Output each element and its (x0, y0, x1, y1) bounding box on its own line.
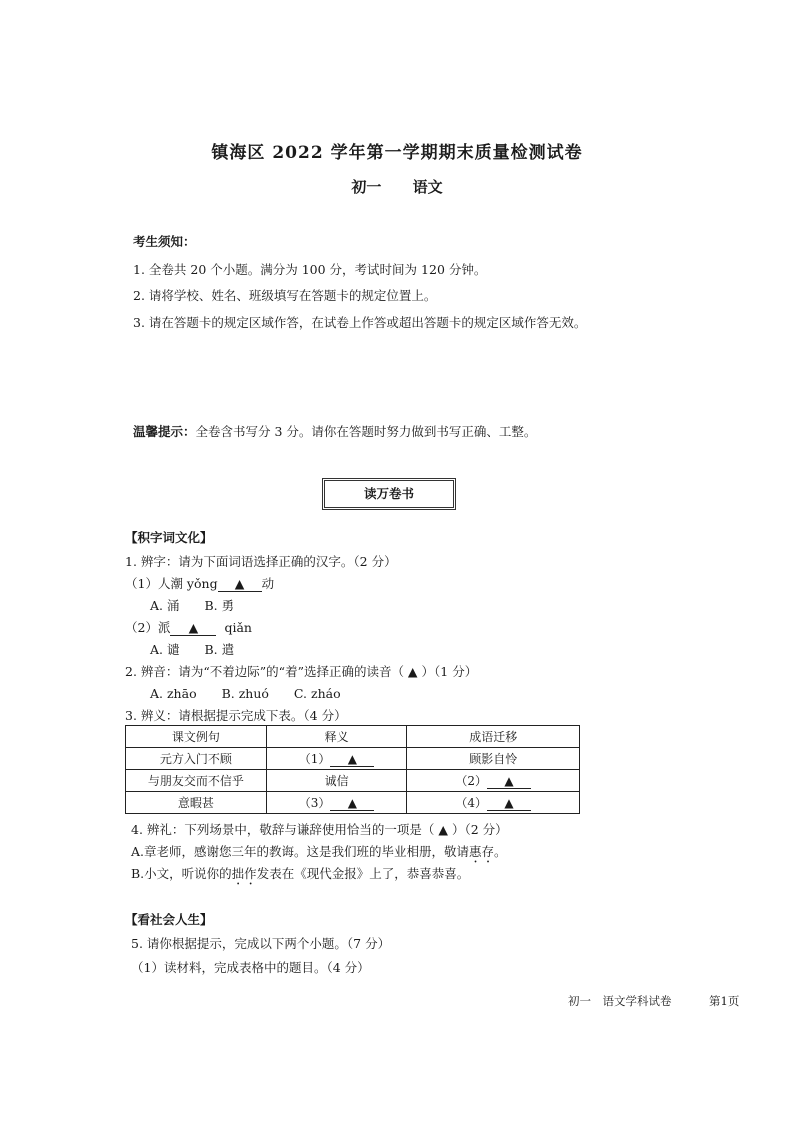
table-row (126, 748, 580, 770)
part1-heading: 【积字词文化】 (125, 530, 213, 545)
q4-option-b-end: 发表在《现代金报》上了，恭喜恭喜。 (256, 866, 470, 881)
table-cell: 元方入门不顾 (126, 748, 267, 770)
footer-page-number: 第1页 (709, 994, 740, 1008)
q1-sub1-blank[interactable]: ▲ (218, 576, 262, 592)
answer-blank[interactable]: ▲ (487, 774, 531, 789)
table-header-cell: 成语迁移 (407, 726, 580, 748)
table-row (126, 770, 580, 792)
q2-options: A. zhāo B. zhuó C. zháo (150, 686, 341, 701)
notice-heading: 考生须知： (133, 234, 196, 249)
q1-stem: 1. 辨字：请为下面词语选择正确的汉字。（2 分） (125, 554, 397, 569)
q3-stem: 3. 辨义：请根据提示完成下表。（4 分） (125, 708, 347, 723)
notice-item-1: 1. 全卷共 20 个小题。满分为 100 分，考试时间为 120 分钟。 (133, 262, 487, 277)
notice-item-3: 3. 请在答题卡的规定区域作答，在试卷上作答或超出答题卡的规定区域作答无效。 (133, 315, 587, 330)
tip-text: 全卷含书写分 3 分。请你在答题时努力做到书写正确、工整。 (195, 424, 537, 439)
table-cell: 意暇甚 (126, 792, 267, 814)
table-header-cell: 课文例句 (126, 726, 267, 748)
q4-option-a-term: 惠存 (469, 844, 495, 859)
q4-stem: 4. 辨礼：下列场景中，敬辞与谦辞使用恰当的一项是（ ▲ ）（2 分） (131, 822, 508, 837)
q4-option-a-end: 。 (494, 844, 507, 859)
table-cell: 与朋友交而不信乎 (126, 770, 267, 792)
q1-sub1 (125, 574, 274, 592)
table-cell-answer[interactable] (266, 748, 407, 770)
q2-stem: 2. 辨音：请为“不着边际”的“着”选择正确的读音（ ▲ ）（1 分） (125, 664, 478, 679)
q1-sub1-suffix: 动 (261, 576, 275, 591)
footer-subject: 初一 语文学科试卷 (568, 994, 672, 1008)
q1-sub2-blank[interactable]: ▲ (170, 620, 216, 636)
answer-label: （3） (298, 796, 331, 810)
q1-sub2 (125, 618, 252, 636)
q1-sub1-prefix: （1）人潮 yǒng (125, 576, 218, 591)
q4-option-b-text: B.小文，听说你的 (131, 866, 232, 881)
table-header-cell: 释义 (266, 726, 407, 748)
table-row (126, 792, 580, 814)
answer-label: （4） (455, 796, 488, 810)
q4-option-a (131, 842, 507, 866)
answer-label: （1） (298, 752, 331, 766)
section-box: 读万卷书 (322, 478, 456, 510)
tip-label: 温馨提示： (133, 424, 196, 439)
answer-blank[interactable]: ▲ (330, 796, 374, 811)
q4-option-b (131, 864, 469, 888)
q4-option-a-text: A.章老师，感谢您三年的教诲。这是我们班的毕业相册，敬请 (131, 844, 470, 859)
exam-subtitle: 初一 语文 (351, 178, 443, 196)
q1-sub2-options: A. 谴 B. 遣 (150, 642, 235, 657)
answer-blank[interactable]: ▲ (330, 752, 374, 767)
q1-sub2-prefix: （2）派 (125, 620, 171, 635)
q4-option-b-term: 拙作 (231, 866, 257, 881)
table-cell-answer[interactable] (407, 792, 580, 814)
q1-sub1-options: A. 涌 B. 勇 (150, 598, 235, 613)
q5-stem: 5. 请你根据提示，完成以下两个小题。（7 分） (131, 936, 391, 951)
table-cell-answer[interactable] (266, 792, 407, 814)
notice-item-2: 2. 请将学校、姓名、班级填写在答题卡的规定位置上。 (133, 288, 437, 303)
exam-title: 镇海区 2022 学年第一学期期末质量检测试卷 (211, 143, 583, 163)
q1-sub2-suffix: qiǎn (224, 620, 252, 635)
table-cell-answer[interactable] (407, 770, 580, 792)
answer-blank[interactable]: ▲ (487, 796, 531, 811)
q3-table (125, 725, 580, 814)
tip-line (133, 422, 536, 440)
q5-sub1: （1）读材料，完成表格中的题目。（4 分） (131, 960, 370, 975)
answer-label: （2） (455, 774, 488, 788)
table-cell: 诚信 (266, 770, 407, 792)
part2-heading: 【看社会人生】 (125, 912, 213, 927)
table-cell: 顾影自怜 (407, 748, 580, 770)
table-header-row (126, 726, 580, 748)
